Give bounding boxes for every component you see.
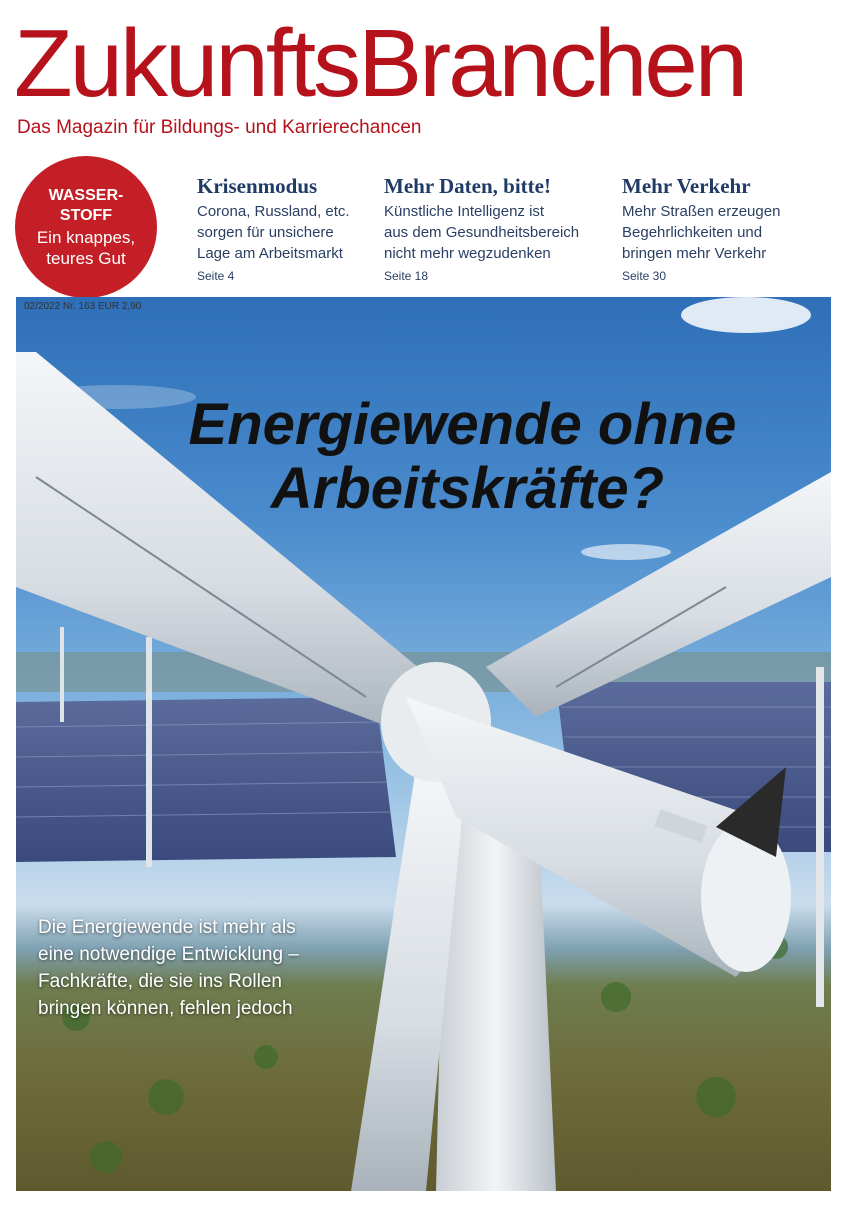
- teaser-title: Mehr Verkehr: [622, 174, 751, 198]
- cover-lead-text: Die Energiewende ist mehr als eine notwendige Entwicklung – Fachkräfte, die sie ins Rollen bringen können, fehlen jedoch: [38, 917, 299, 1019]
- badge-title: WASSER- STOFF: [48, 186, 124, 224]
- teaser-text: Künstliche Intelligenz ist aus dem Gesundheitsbereich nicht mehr wegzudenken: [384, 203, 580, 262]
- teaser-mehr-verkehr[interactable]: [622, 174, 780, 283]
- cover-headline: [0, 393, 850, 521]
- teaser-text: Mehr Straßen erzeugen Begehrlichkeiten und bringen mehr Verkehr: [622, 203, 781, 262]
- headline-line-2: Arbeitskräfte?: [270, 456, 665, 521]
- teaser-krisenmodus[interactable]: [197, 174, 350, 283]
- teaser-page-ref: Seite 4: [197, 269, 235, 283]
- badge-subtitle: Ein knappes, teures Gut: [36, 227, 136, 268]
- issue-info: 02/2022 Nr. 163 EUR 2,90: [24, 301, 142, 312]
- teaser-page-ref: Seite 18: [384, 269, 429, 283]
- teaser-text: Corona, Russland, etc. sorgen für unsichere Lage am Arbeitsmarkt: [197, 203, 350, 262]
- teaser-page-ref: Seite 30: [622, 269, 667, 283]
- headline-line-1: Energiewende ohne: [188, 392, 737, 457]
- magazine-tagline: Das Magazin für Bildungs- und Karrierechancen: [17, 117, 422, 138]
- teaser-title: Krisenmodus: [197, 174, 318, 198]
- hydrogen-badge[interactable]: [15, 156, 157, 298]
- teaser-mehr-daten[interactable]: [384, 174, 579, 283]
- magazine-title: ZukunftsBranchen: [14, 10, 746, 117]
- teaser-title: Mehr Daten, bitte!: [384, 174, 551, 198]
